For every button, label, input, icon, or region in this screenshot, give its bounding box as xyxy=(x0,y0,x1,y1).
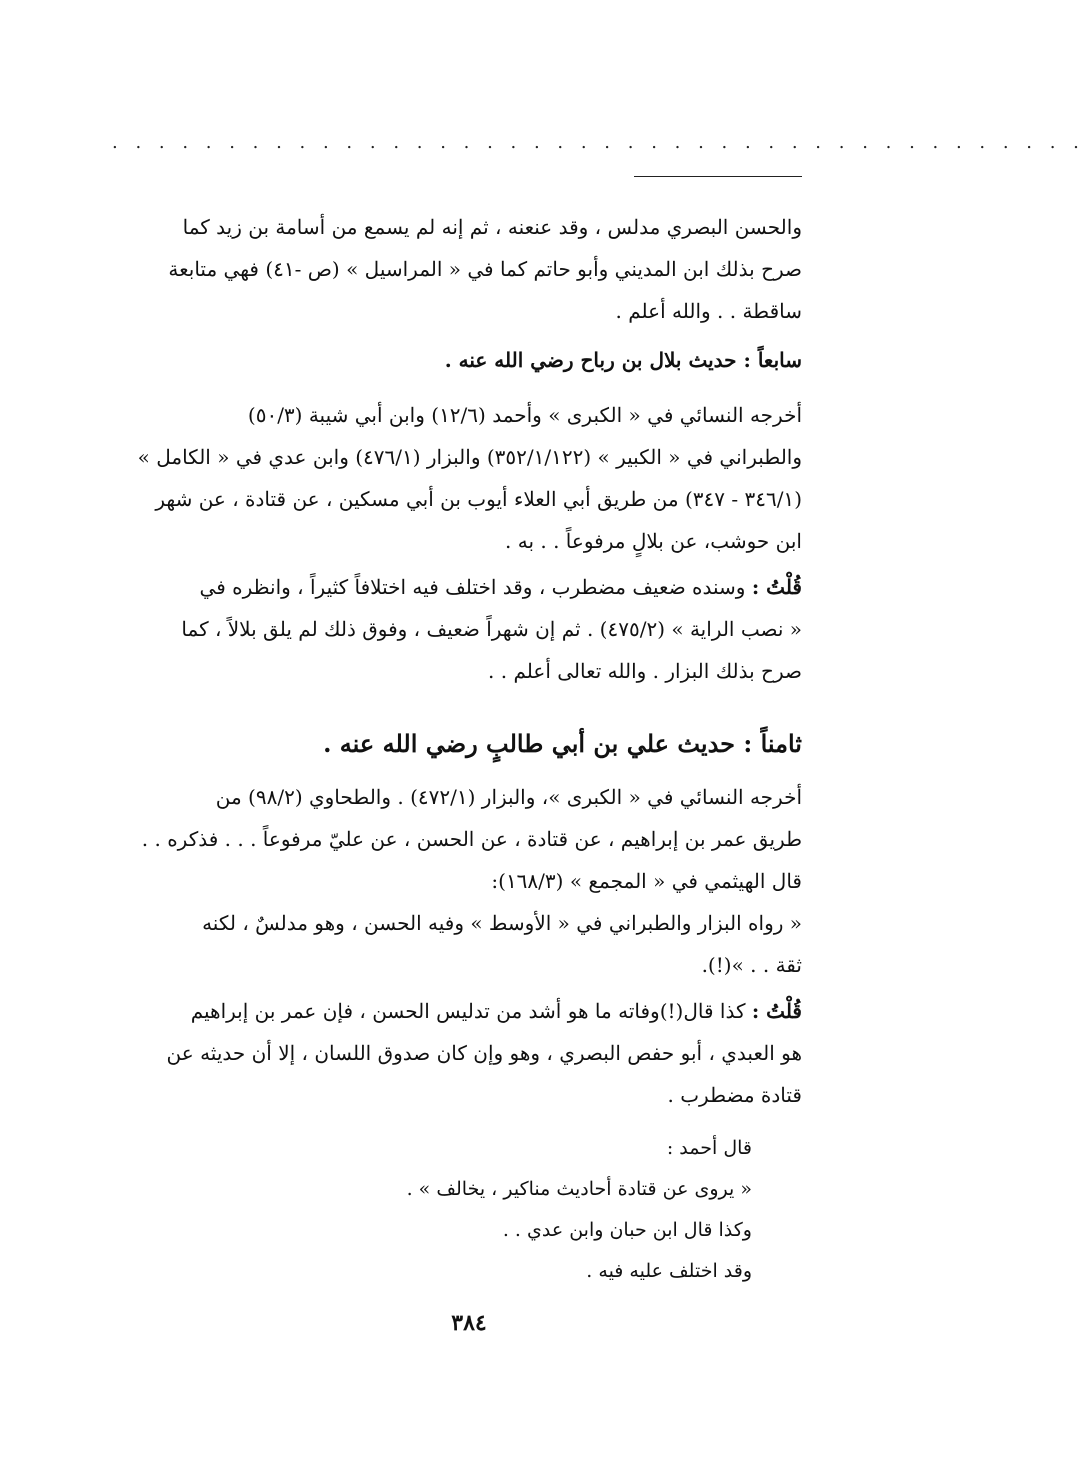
text-line: ثقة . . »(!). xyxy=(701,953,802,977)
text-line: صرح بذلك ابن المديني وأبو حاتم كما في « المراسيل » (ص -٤١) فهي متابعة xyxy=(168,257,802,281)
text-line-body: كذا قال(!)وفاته ما هو أشد من تدليس الحسن ، فإن عمر بن إبراهيم xyxy=(190,999,746,1023)
text-line: « نصب الراية » (٤٧٥/٢) . ثم إن شهراً ضعيف ، وفوق ذلك لم يلق بلالاً ، كما xyxy=(181,617,802,641)
text-line: قال أحمد : xyxy=(666,1137,752,1159)
text-line: صرح بذلك البزار . والله تعالى أعلم . . xyxy=(488,659,802,683)
text-line xyxy=(102,990,802,1032)
footnote-rule xyxy=(634,176,802,177)
text-line: وكذا قال ابن حبان وابن عدي . . xyxy=(502,1219,752,1241)
text-line: والحسن البصري مدلس ، وقد عنعنه ، ثم إنه لم يسمع من أسامة بن زيد كما xyxy=(182,215,802,239)
text-line: قال الهيثمي في « المجمع » (١٦٨/٣): xyxy=(491,869,802,893)
page-number: ٣٨٤ xyxy=(451,1310,487,1336)
paragraph-ali-takhrij xyxy=(102,776,802,986)
paragraph-bilal-takhrij xyxy=(102,394,802,562)
text-line: (٣٤٦/١ - ٣٤٧) من طريق أبي العلاء أيوب بن أبي مسكين ، عن قتادة ، عن شهر xyxy=(155,487,802,511)
qultu-label: قُلْتُ : xyxy=(751,999,802,1023)
text-line: « يروى عن قتادة أحاديث مناكير ، يخالف » . xyxy=(406,1178,752,1200)
paragraph-hasan-basri xyxy=(102,206,802,332)
heading-eighth-ali: ثامناً : حديث علي بن أبي طالبٍ رضي الله عنه . xyxy=(323,729,802,758)
text-line: أخرجه النسائي في « الكبرى »، والبزار (٤٧٢/١) . والطحاوي (٩٨/٢) من xyxy=(215,785,802,809)
text-line: « رواه البزار والطبراني في « الأوسط » وفيه الحسن ، وهو مدلسٌ ، لكنه xyxy=(202,911,802,935)
text-line: طريق عمر بن إبراهيم ، عن قتادة ، عن الحسن ، عن عليّ مرفوعاً . . . فذكره . . xyxy=(141,827,802,851)
paragraph-ali-comment xyxy=(102,990,802,1116)
text-line xyxy=(102,566,802,608)
text-line: ابن حوشب، عن بلالٍ مرفوعاً . . به . xyxy=(505,529,802,553)
ahmad-quote-block xyxy=(102,1128,752,1292)
text-line: قتادة مضطرب . xyxy=(667,1083,802,1107)
qultu-label: قُلْتُ : xyxy=(751,575,802,599)
text-line: وقد اختلف عليه فيه . xyxy=(586,1260,752,1282)
heading-seventh-bilal: سابعاً : حديث بلال بن رباح رضي الله عنه . xyxy=(444,348,802,372)
paragraph-bilal-comment xyxy=(102,566,802,692)
text-line-body: وسنده ضعيف مضطرب ، وقد اختلف فيه اختلافاً كثيراً ، وانظره في xyxy=(199,575,746,599)
text-line: هو العبدي ، أبو حفص البصري ، وهو وإن كان صدوق اللسان ، إلا أن حديثه عن xyxy=(166,1041,802,1065)
dotted-separator: . . . . . . . . . . . . . . . . . . . . . . . . . . . . . . . . . . . . . . . . . . xyxy=(112,132,1085,153)
text-line: ساقطة . . والله أعلم . xyxy=(615,299,802,323)
text-line: والطبراني في « الكبير » (٣٥٢/١/١٢٢) والبزار (٤٧٦/١) وابن عدي في « الكامل » xyxy=(137,445,802,469)
text-line: أخرجه النسائي في « الكبرى » وأحمد (١٢/٦) وابن أبي شيبة (٥٠/٣) xyxy=(247,403,802,427)
